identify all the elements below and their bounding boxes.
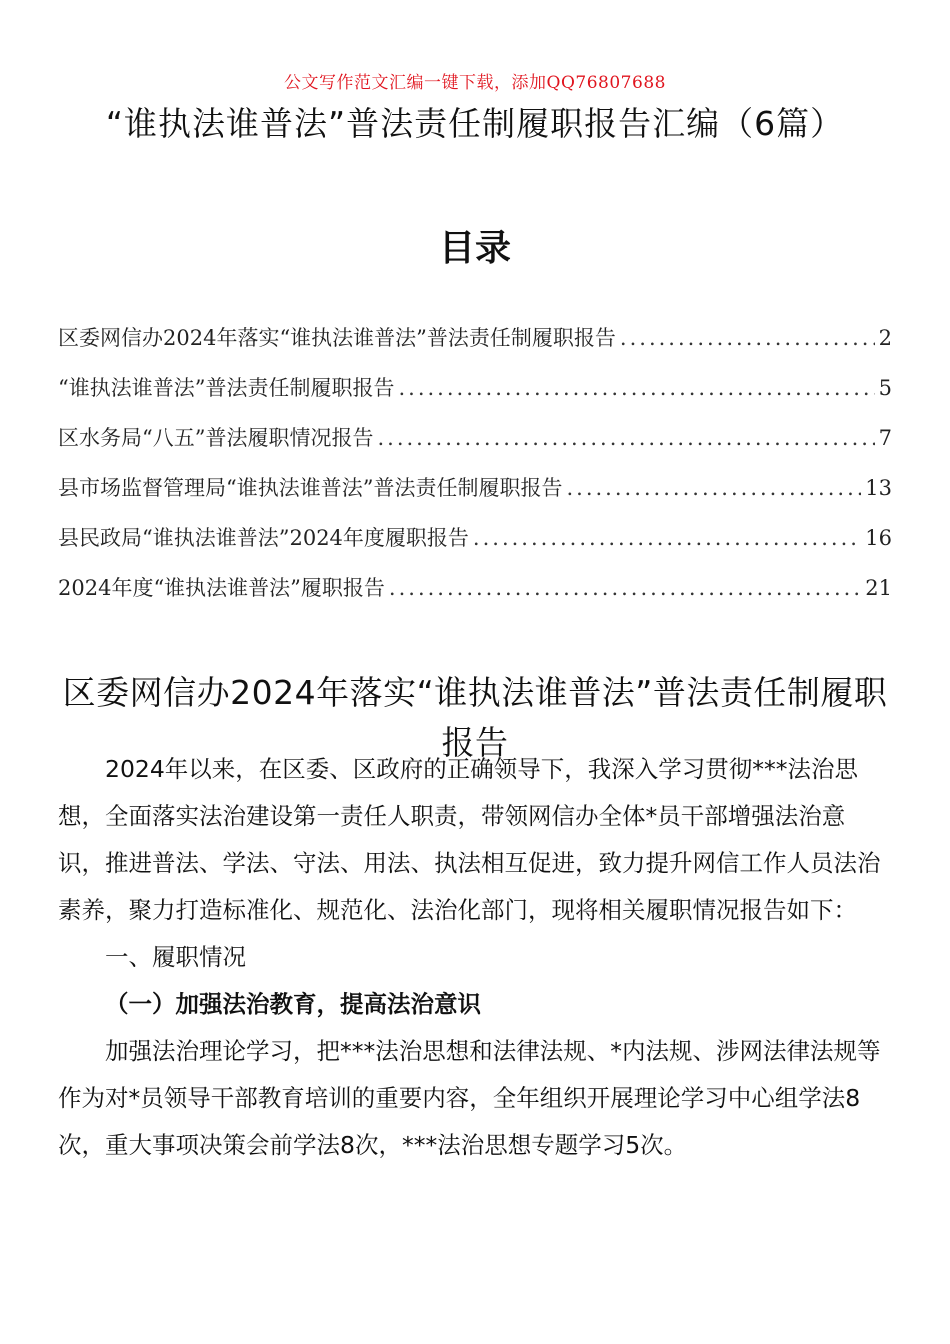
toc-heading: 目录 xyxy=(438,228,511,269)
section-title: 区委网信办2024年落实“谁执法谁普法”普法责任制履职报告 xyxy=(62,673,888,762)
toc-dot-leader xyxy=(377,426,874,450)
section-body xyxy=(58,746,892,1169)
toc-entry[interactable] xyxy=(58,472,892,522)
toc-dot-leader xyxy=(473,526,861,550)
toc-entry[interactable] xyxy=(58,322,892,372)
toc-entry[interactable] xyxy=(58,572,892,622)
toc-entry-title: 2024年度“谁执法谁普法”履职报告 xyxy=(58,576,385,600)
toc-page-number: 2 xyxy=(878,326,892,350)
heading-level-2: （一）加强法治教育，提高法治意识 xyxy=(105,990,481,1018)
toc-dot-leader xyxy=(620,326,875,350)
toc-page-number: 13 xyxy=(865,476,892,500)
document-title: “谁执法谁普法”普法责任制履职报告汇编（6篇） xyxy=(105,104,845,143)
toc-page-number: 5 xyxy=(878,376,892,400)
toc-dot-leader xyxy=(566,476,861,500)
toc-page-number: 16 xyxy=(865,526,892,550)
toc-entry-title: 县民政局“谁执法谁普法”2024年度履职报告 xyxy=(58,526,469,550)
toc-entry-title: “谁执法谁普法”普法责任制履职报告 xyxy=(58,376,395,400)
table-of-contents xyxy=(58,322,892,622)
toc-entry[interactable] xyxy=(58,372,892,422)
download-watermark: 公文写作范文汇编一键下载，添加QQ76807688 xyxy=(284,73,666,93)
toc-entry-title: 区委网信办2024年落实“谁执法谁普法”普法责任制履职报告 xyxy=(58,326,616,350)
intro-paragraph: 2024年以来，在区委、区政府的正确领导下，我深入学习贯彻***法治思想，全面落实法治建设第一责任人职责，带领网信办全体*员干部增强法治意识，推进普法、学法、守法、用法、执法相互促进，致力提升网信工作人员法治素养，聚力打造标准化、规范化、法治化部门，现将相关履职情况报告如下： xyxy=(58,755,881,924)
toc-entry-title: 区水务局“八五”普法履职情况报告 xyxy=(58,426,374,450)
toc-page-number: 21 xyxy=(865,576,892,600)
toc-dot-leader xyxy=(389,576,861,600)
toc-entry-title: 县市场监督管理局“谁执法谁普法”普法责任制履职报告 xyxy=(58,476,563,500)
toc-entry[interactable] xyxy=(58,422,892,472)
toc-page-number: 7 xyxy=(878,426,892,450)
body-paragraph: 加强法治理论学习，把***法治思想和法律法规、*内法规、涉网法律法规等作为对*员领导干部教育培训的重要内容，全年组织开展理论学习中心组学法8次，重大事项决策会前学法8次，***法治思想专题学习5次。 xyxy=(58,1037,881,1159)
toc-dot-leader xyxy=(398,376,874,400)
heading-level-1: 一、履职情况 xyxy=(105,943,246,971)
toc-entry[interactable] xyxy=(58,522,892,572)
